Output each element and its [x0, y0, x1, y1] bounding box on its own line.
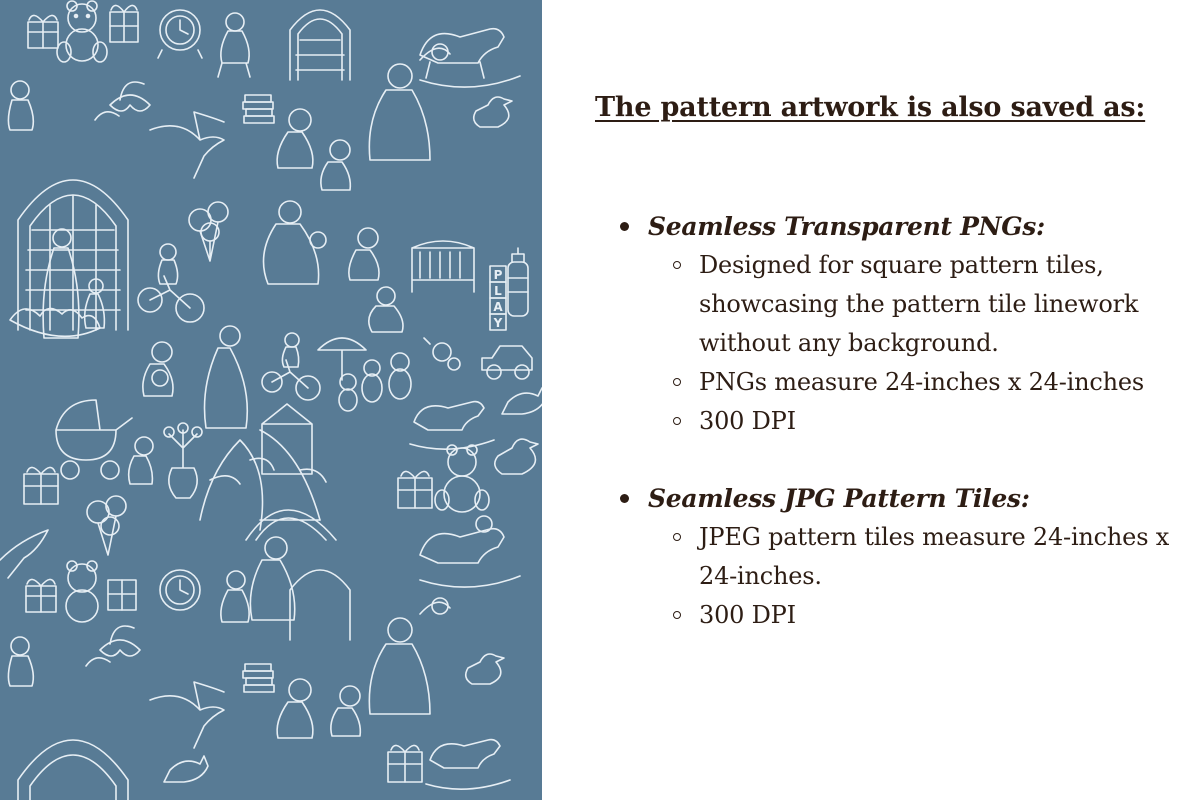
bullet-circle-icon: [673, 261, 681, 269]
section-transparent-pngs: [620, 208, 1180, 441]
list-item: [673, 596, 1180, 635]
list-item-text: 300 DPI: [699, 407, 796, 435]
play-block-letter: P: [493, 268, 503, 282]
bullet-disc-icon: [620, 222, 629, 231]
bullet-circle-icon: [673, 417, 681, 425]
toile-pattern-panel: [0, 0, 542, 800]
section-title-text: Seamless JPG Pattern Tiles:: [648, 484, 1030, 513]
clock-icon: [160, 570, 200, 610]
list-item-text: PNGs measure 24-inches x 24-inches: [699, 368, 1145, 396]
list-item: [673, 363, 1180, 402]
list-item-text: Designed for square pattern tiles, showcasing the pattern tile linework without any background.: [699, 251, 1139, 357]
bullet-circle-icon: [673, 533, 681, 541]
list-item-text: JPEG pattern tiles measure 24-inches x 24-inches.: [699, 523, 1170, 590]
bullet-circle-icon: [673, 611, 681, 619]
info-panel: [542, 0, 1200, 800]
page-heading: The pattern artwork is also saved as:: [595, 92, 1146, 123]
bullet-circle-icon: [673, 378, 681, 386]
play-block-letter: A: [493, 300, 503, 314]
bullet-disc-icon: [620, 494, 629, 503]
sub-list: [620, 246, 1180, 441]
list-item-text: 300 DPI: [699, 601, 796, 629]
play-block-letter: Y: [493, 316, 503, 330]
list-item: [673, 402, 1180, 441]
section-jpg-tiles: [620, 480, 1180, 635]
pattern-background: [0, 0, 542, 800]
play-block-letter: L: [494, 284, 502, 298]
list-item: [673, 246, 1180, 363]
sub-list: [620, 518, 1180, 635]
section-title: [620, 480, 1180, 518]
toile-pattern-illustration: [0, 0, 542, 800]
section-title-text: Seamless Transparent PNGs:: [648, 212, 1045, 241]
list-item: [673, 518, 1180, 596]
section-title: [620, 208, 1180, 246]
